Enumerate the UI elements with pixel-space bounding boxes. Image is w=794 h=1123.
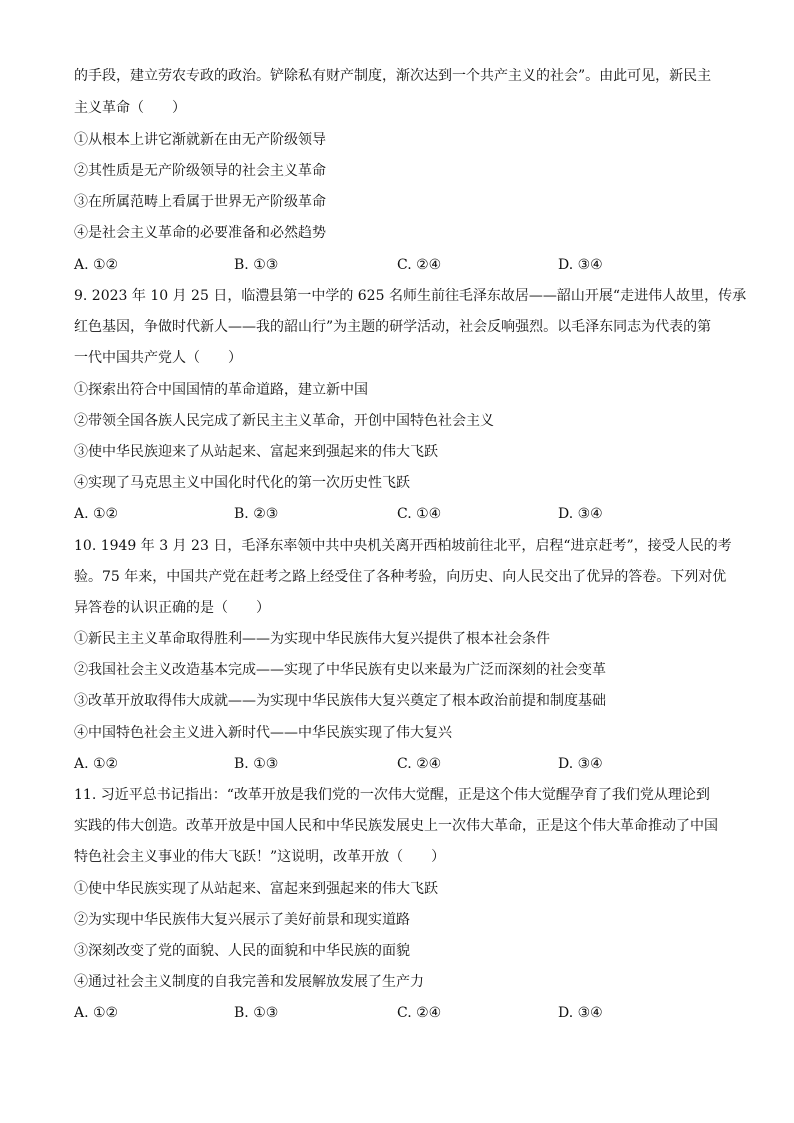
option-d[interactable]: D. ③④ <box>558 257 603 273</box>
option-b[interactable]: B. ②③ <box>234 506 279 522</box>
question-stem-line: 实践的伟大创造。改革开放是中国人民和中华民族发展史上一次伟大革命，正是这个伟大革命推动了中国 <box>74 818 718 834</box>
option-a[interactable]: A. ①② <box>74 756 119 772</box>
statement-2: ②我国社会主义改造基本完成——实现了中华民族有史以来最为广泛而深刻的社会变革 <box>74 662 606 678</box>
statement-2: ②其性质是无产阶级领导的社会主义革命 <box>74 163 326 179</box>
option-c[interactable]: C. ②④ <box>397 756 442 772</box>
question-stem-line: 验。75 年来，中国共产党在赶考之路上经受住了各种考验，向历史、向人民交出了优异的答卷。下列对优 <box>74 569 727 585</box>
question-stem-line: 特色社会主义事业的伟大飞跃！”这说明，改革开放（ ） <box>74 849 446 865</box>
answer-options <box>74 256 734 274</box>
option-c[interactable]: C. ②④ <box>397 257 442 273</box>
option-a[interactable]: A. ①② <box>74 506 119 522</box>
statement-4: ④是社会主义革命的必要准备和必然趋势 <box>74 225 326 241</box>
option-c[interactable]: C. ①④ <box>397 506 442 522</box>
question-stem-line: 10. 1949 年 3 月 23 日，毛泽东率领中共中央机关离开西柏坡前往北平，启程“进京赶考”，接受人民的考 <box>74 538 732 554</box>
option-d[interactable]: D. ③④ <box>558 1005 603 1021</box>
question-stem-line: 异答卷的认识正确的是（ ） <box>74 600 270 616</box>
statement-3: ③在所属范畴上看属于世界无产阶级革命 <box>74 194 326 210</box>
statement-4: ④实现了马克思主义中国化时代化的第一次历史性飞跃 <box>74 475 410 491</box>
statement-3: ③使中华民族迎来了从站起来、富起来到强起来的伟大飞跃 <box>74 444 438 460</box>
option-a[interactable]: A. ①② <box>74 257 119 273</box>
question-stem-line: 9. 2023 年 10 月 25 日，临澧县第一中学的 625 名师生前往毛泽东故居——韶山开展“走进伟人故里，传承 <box>74 288 747 304</box>
statement-2: ②带领全国各族人民完成了新民主主义革命，开创中国特色社会主义 <box>74 413 494 429</box>
answer-options <box>74 505 734 523</box>
question-stem-line: 一代中国共产党人（ ） <box>74 350 242 366</box>
statement-4: ④通过社会主义制度的自我完善和发展解放发展了生产力 <box>74 974 424 990</box>
statement-3: ③深刻改变了党的面貌、人民的面貌和中华民族的面貌 <box>74 943 410 959</box>
statement-3: ③改革开放取得伟大成就——为实现中华民族伟大复兴奠定了根本政治前提和制度基础 <box>74 693 606 709</box>
statement-1: ①新民主主义革命取得胜利——为实现中华民族伟大复兴提供了根本社会条件 <box>74 631 550 647</box>
option-b[interactable]: B. ①③ <box>234 756 279 772</box>
question-stem-line: 主义革命（ ） <box>74 100 186 116</box>
option-b[interactable]: B. ①③ <box>234 257 279 273</box>
statement-4: ④中国特色社会主义进入新时代——中华民族实现了伟大复兴 <box>74 725 452 741</box>
statement-2: ②为实现中华民族伟大复兴展示了美好前景和现实道路 <box>74 912 410 928</box>
question-stem-line: 红色基因，争做时代新人——我的韶山行”为主题的研学活动，社会反响强烈。以毛泽东同志为代表的第 <box>74 319 712 335</box>
option-b[interactable]: B. ①③ <box>234 1005 279 1021</box>
option-d[interactable]: D. ③④ <box>558 756 603 772</box>
question-stem-line: 11. 习近平总书记指出：“改革开放是我们党的一次伟大觉醒，正是这个伟大觉醒孕育了我们党从理论到 <box>74 787 710 803</box>
option-d[interactable]: D. ③④ <box>558 506 603 522</box>
statement-1: ①使中华民族实现了从站起来、富起来到强起来的伟大飞跃 <box>74 881 438 897</box>
answer-options <box>74 1004 734 1022</box>
statement-1: ①从根本上讲它渐就新在由无产阶级领导 <box>74 132 326 148</box>
option-a[interactable]: A. ①② <box>74 1005 119 1021</box>
option-c[interactable]: C. ②④ <box>397 1005 442 1021</box>
statement-1: ①探索出符合中国国情的革命道路，建立新中国 <box>74 382 368 398</box>
question-stem-line: 的手段，建立劳农专政的政治。铲除私有财产制度，渐次达到一个共产主义的社会”。由此可见，新民主 <box>74 68 712 84</box>
answer-options <box>74 755 734 773</box>
